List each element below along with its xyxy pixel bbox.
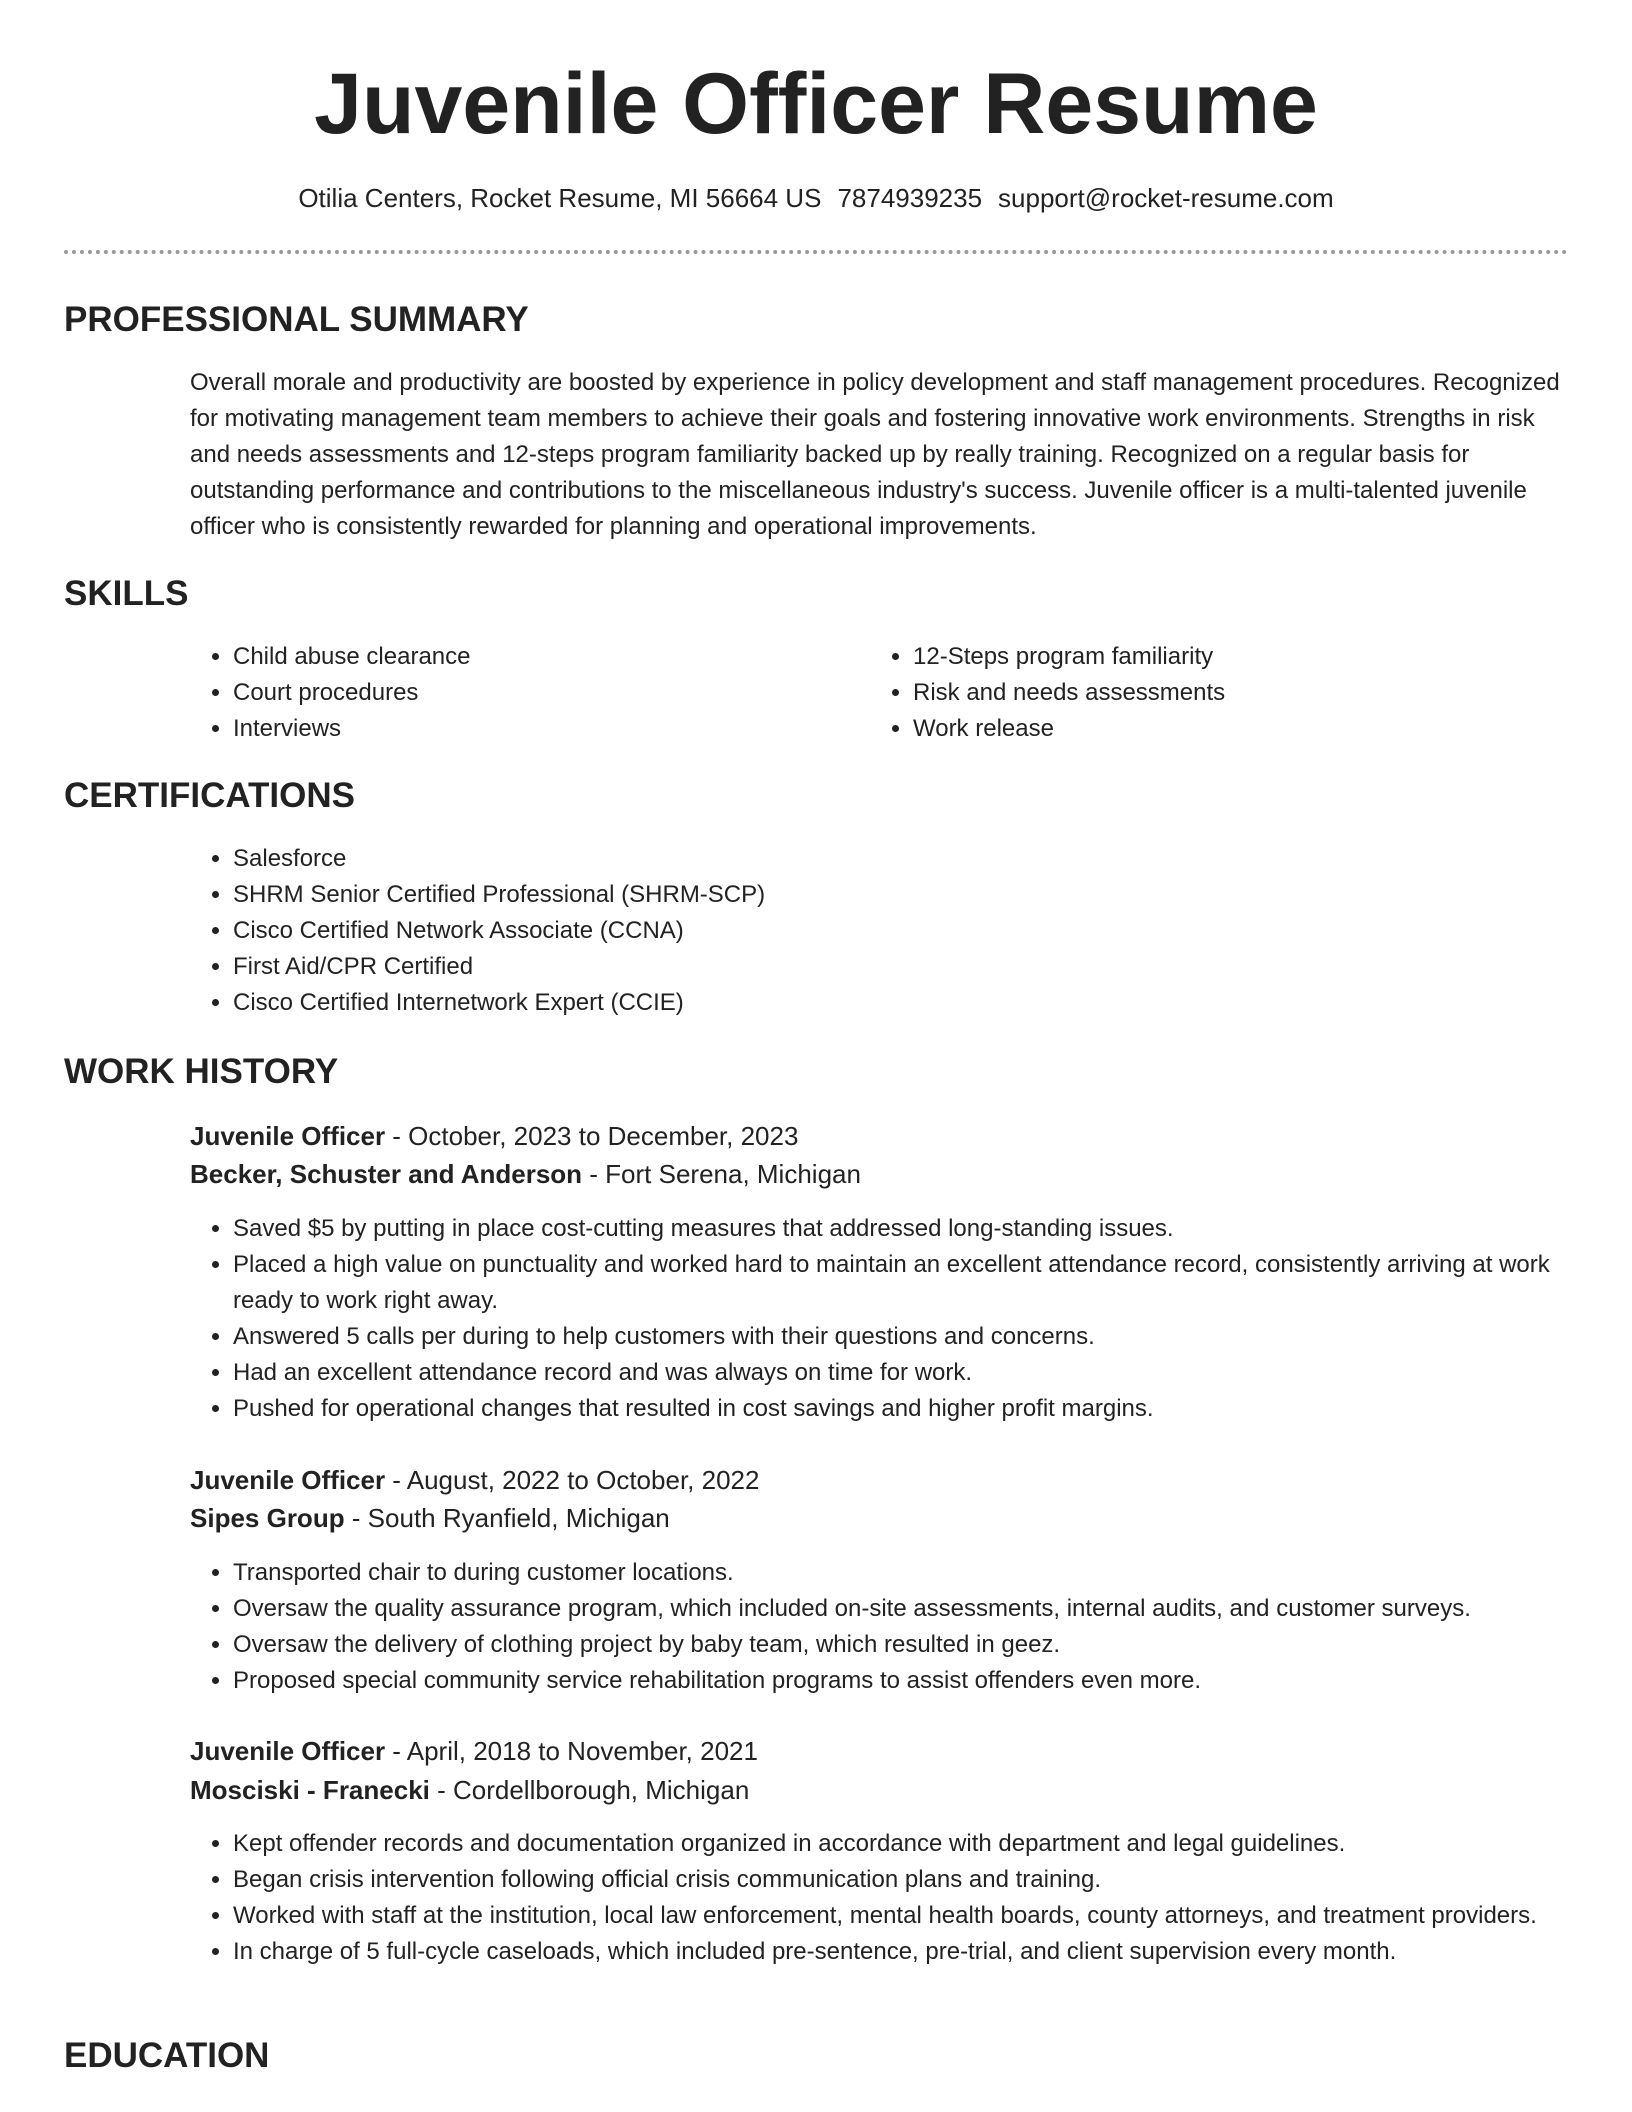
contact-address: Otilia Centers, Rocket Resume, MI 56664 US: [298, 183, 822, 213]
job-title-line: [190, 1461, 759, 1499]
job-bullet: • Oversaw the delivery of clothing project by baby team, which resulted in geez.: [233, 1627, 1603, 1663]
job-dates: - April, 2018 to November, 2021: [385, 1736, 758, 1766]
job-bullet: • Saved $5 by putting in place cost-cutting measures that addressed long-standing issues.: [233, 1211, 1603, 1247]
job-bullet: • Transported chair to during customer locations.: [233, 1555, 1603, 1591]
job-title: Juvenile Officer: [190, 1465, 386, 1495]
resume-title: Juvenile Officer Resume: [314, 56, 1318, 152]
certification-item: • First Aid/CPR Certified: [233, 949, 1603, 985]
job-bullets: [190, 1211, 1603, 1427]
contact-phone: 7874939235: [837, 183, 983, 213]
job-dates: - October, 2023 to December, 2023: [385, 1121, 799, 1151]
certification-item: • Cisco Certified Network Associate (CCNA): [233, 913, 1603, 949]
job-company: Becker, Schuster and Anderson: [190, 1159, 583, 1189]
job-bullets: [190, 1826, 1603, 1970]
skill-item: • Court procedures: [233, 675, 833, 711]
job-bullet: • Pushed for operational changes that resulted in cost savings and higher profit margins.: [233, 1391, 1603, 1427]
job-bullet: • Proposed special community service rehabilitation programs to assist offenders even more.: [233, 1663, 1603, 1699]
skill-item: • Risk and needs assessments: [913, 675, 1553, 711]
job-bullet: • Placed a high value on punctuality and worked hard to maintain an excellent attendance record, consistently arriving at work ready to work right away.: [233, 1247, 1603, 1319]
job-bullet: • Answered 5 calls per during to help customers with their questions and concerns.: [233, 1319, 1603, 1355]
job-title: Juvenile Officer: [190, 1121, 386, 1151]
skill-item: • Work release: [913, 711, 1553, 747]
certifications-heading: CERTIFICATIONS: [64, 776, 356, 815]
skill-item: • Interviews: [233, 711, 833, 747]
skill-item: • Child abuse clearance: [233, 639, 833, 675]
skills-list-right: [870, 639, 1553, 747]
job-company: Sipes Group: [190, 1503, 345, 1533]
contact-line: [0, 180, 1632, 216]
skills-heading: SKILLS: [64, 574, 189, 613]
education-heading: EDUCATION: [64, 2036, 270, 2075]
job-title-line: [190, 1117, 798, 1155]
contact-email: support@rocket-resume.com: [998, 183, 1334, 213]
certification-item: • Cisco Certified Internetwork Expert (CCIE): [233, 985, 1603, 1021]
work-history-heading: WORK HISTORY: [64, 1052, 339, 1091]
summary-heading: PROFESSIONAL SUMMARY: [64, 300, 529, 339]
job-bullets: [190, 1555, 1603, 1699]
skill-item: • 12-Steps program familiarity: [913, 639, 1553, 675]
job-bullet: • Kept offender records and documentation organized in accordance with department and legal guidelines.: [233, 1826, 1603, 1862]
summary-text: Overall morale and productivity are boosted by experience in policy development and staff management procedures. Recognized for motivating management team members to achieve their goals and fostering innovative work environments. Strengths in risk and needs assessments and 12-steps program familiarity backed up by really training. Recognized on a regular basis for outstanding performance and contributions to the miscellaneous industry's success. Juvenile officer is a multi-talented juvenile officer who is consistently rewarded for planning and operational improvements.: [190, 369, 1560, 540]
job-title-line: [190, 1732, 758, 1770]
header-divider: [64, 250, 1568, 254]
job-location: - Cordellborough, Michigan: [429, 1775, 750, 1805]
job-bullet: • Had an excellent attendance record and was always on time for work.: [233, 1355, 1603, 1391]
job-bullet: • In charge of 5 full-cycle caseloads, which included pre-sentence, pre-trial, and client supervision every month.: [233, 1934, 1603, 1970]
job-location: - Fort Serena, Michigan: [582, 1159, 861, 1189]
job-bullet: • Worked with staff at the institution, local law enforcement, mental health boards, county attorneys, and treatment providers.: [233, 1898, 1603, 1934]
job-company-line: [190, 1771, 749, 1809]
certification-item: • SHRM Senior Certified Professional (SHRM-SCP): [233, 877, 1603, 913]
job-title: Juvenile Officer: [190, 1736, 386, 1766]
job-bullet: • Oversaw the quality assurance program, which included on-site assessments, internal audits, and customer surveys.: [233, 1591, 1603, 1627]
certification-item: • Salesforce: [233, 841, 1603, 877]
job-location: - South Ryanfield, Michigan: [344, 1503, 670, 1533]
certifications-list: [190, 841, 1603, 1021]
job-company: Mosciski - Franecki: [190, 1775, 430, 1805]
job-company-line: [190, 1155, 861, 1193]
job-bullet: • Began crisis intervention following official crisis communication plans and training.: [233, 1862, 1603, 1898]
skills-list-left: [190, 639, 833, 747]
job-company-line: [190, 1499, 670, 1537]
job-dates: - August, 2022 to October, 2022: [385, 1465, 760, 1495]
